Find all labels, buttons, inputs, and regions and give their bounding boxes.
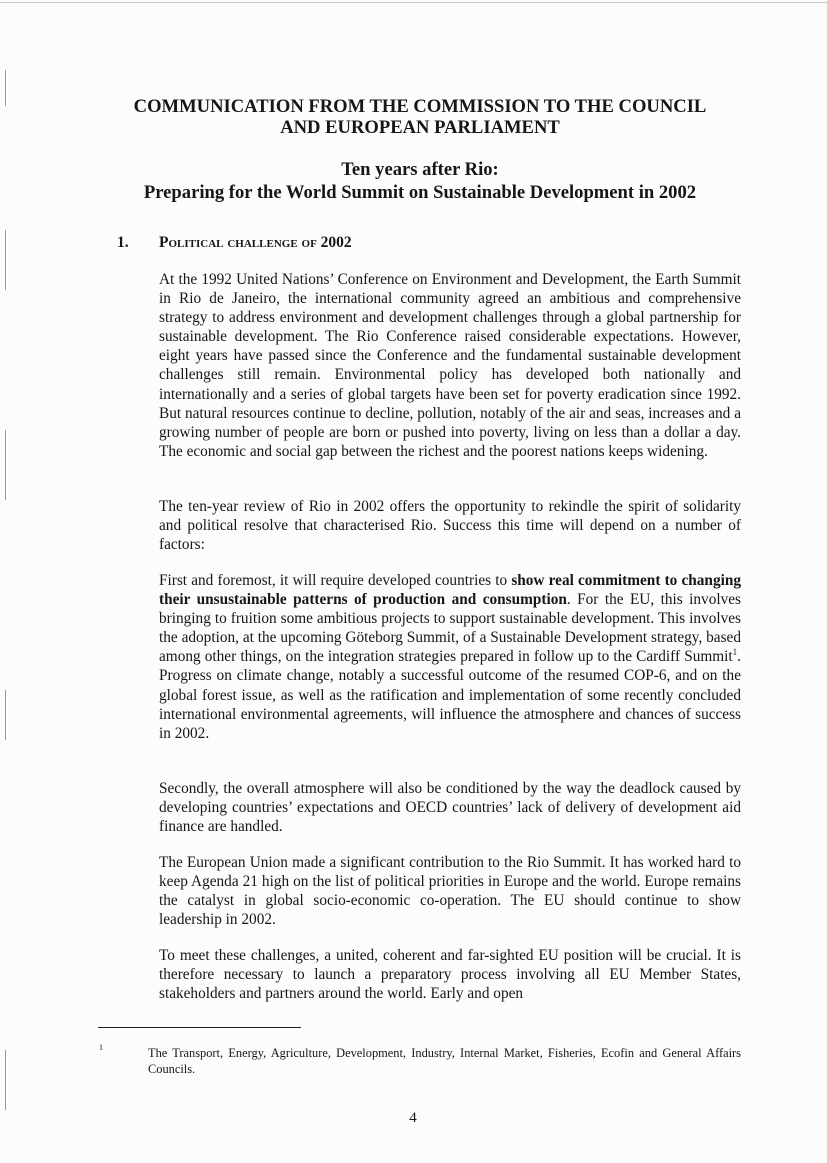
paragraph-3: [159, 571, 741, 743]
scan-artifact: [5, 230, 6, 290]
footnote-text: The Transport, Energy, Agriculture, Development, Industry, Internal Market, Fisheries, Ecofin and General Affairs Councils.: [148, 1046, 741, 1076]
scan-artifact: [5, 690, 6, 740]
scan-artifact: [5, 1050, 6, 1110]
section-heading: Political challenge of 2002: [159, 234, 352, 251]
paragraph-1: At the 1992 United Nations’ Conference on Environment and Development, the Earth Summit in Rio de Janeiro, the international community agreed an ambitious and comprehensive strategy to address environment and development challenges through a global partnership for sustainable development. The Rio Conference raised considerable expectations. However, eight years have passed since the Conference and the fundamental sustainable development challenges still remain. Environmental policy has developed both nationally and internationally and a series of global targets have been set for poverty eradication since 1992. But natural resources continue to decline, pollution, notably of the air and seas, increases and a growing number of people are born or pushed into poverty, living on less than a dollar a day. The economic and social gap between the richest and the poorest nations keeps widening.: [159, 271, 741, 460]
document-subtitle: [70, 158, 770, 204]
top-edge-rule: [0, 2, 827, 3]
page-number: 4: [409, 1110, 417, 1126]
subtitle-line-2: Preparing for the World Summit on Sustainable Development in 2002: [143, 182, 697, 203]
title-line-2: AND EUROPEAN PARLIAMENT: [280, 117, 560, 138]
title-line-1: COMMUNICATION FROM THE COMMISSION TO THE COUNCIL: [133, 96, 707, 117]
paragraph-3-intro: First and foremost, it will require developed countries to: [159, 572, 512, 589]
footnote-reference[interactable]: 1: [732, 647, 738, 658]
scan-artifact: [5, 70, 6, 106]
paragraph-3-middle: . For the EU, this involves bringing to fruition some ambitious projects to support sustainable development. This involves the adoption, at the upcoming Göteborg Summit, of a Sustainable Development strategy, based among other things, on the integration strategies prepared in follow up to the Cardiff Summit: [159, 591, 741, 666]
document-title: [100, 96, 740, 138]
footnote-marker: 1: [99, 1043, 103, 1052]
footnote-separator: [98, 1027, 301, 1028]
scan-artifact: [5, 430, 6, 500]
paragraph-2: The ten-year review of Rio in 2002 offers the opportunity to rekindle the spirit of solidarity and political resolve that characterised Rio. Success this time will depend on a number of factors:: [159, 498, 741, 554]
paragraph-3-emphasis: show real commitment to changing their unsustainable patterns of production and consumption: [159, 572, 741, 609]
paragraph-5: The European Union made a significant contribution to the Rio Summit. It has worked hard to keep Agenda 21 high on the list of political priorities in Europe and the world. Europe remains the catalyst in global socio-economic co-operation. The EU should continue to show leadership in 2002.: [159, 854, 741, 929]
paragraph-3-end: . Progress on climate change, notably a successful outcome of the resumed COP-6, and on the global forest issue, as well as the ratification and implementation of some recently concluded international environmental agreements, will influence the atmosphere and chances of success in 2002.: [159, 648, 741, 742]
section-number: 1.: [117, 234, 129, 251]
paragraph-6: To meet these challenges, a united, coherent and far-sighted EU position will be crucial. It is therefore necessary to launch a preparatory process involving all EU Member States, stakeholders and partners around the world. Early and open: [159, 947, 741, 1003]
subtitle-line-1: Ten years after Rio:: [341, 159, 499, 180]
paragraph-4: Secondly, the overall atmosphere will also be conditioned by the way the deadlock caused by developing countries’ expectations and OECD countries’ lack of delivery of development aid finance are handled.: [159, 780, 741, 836]
